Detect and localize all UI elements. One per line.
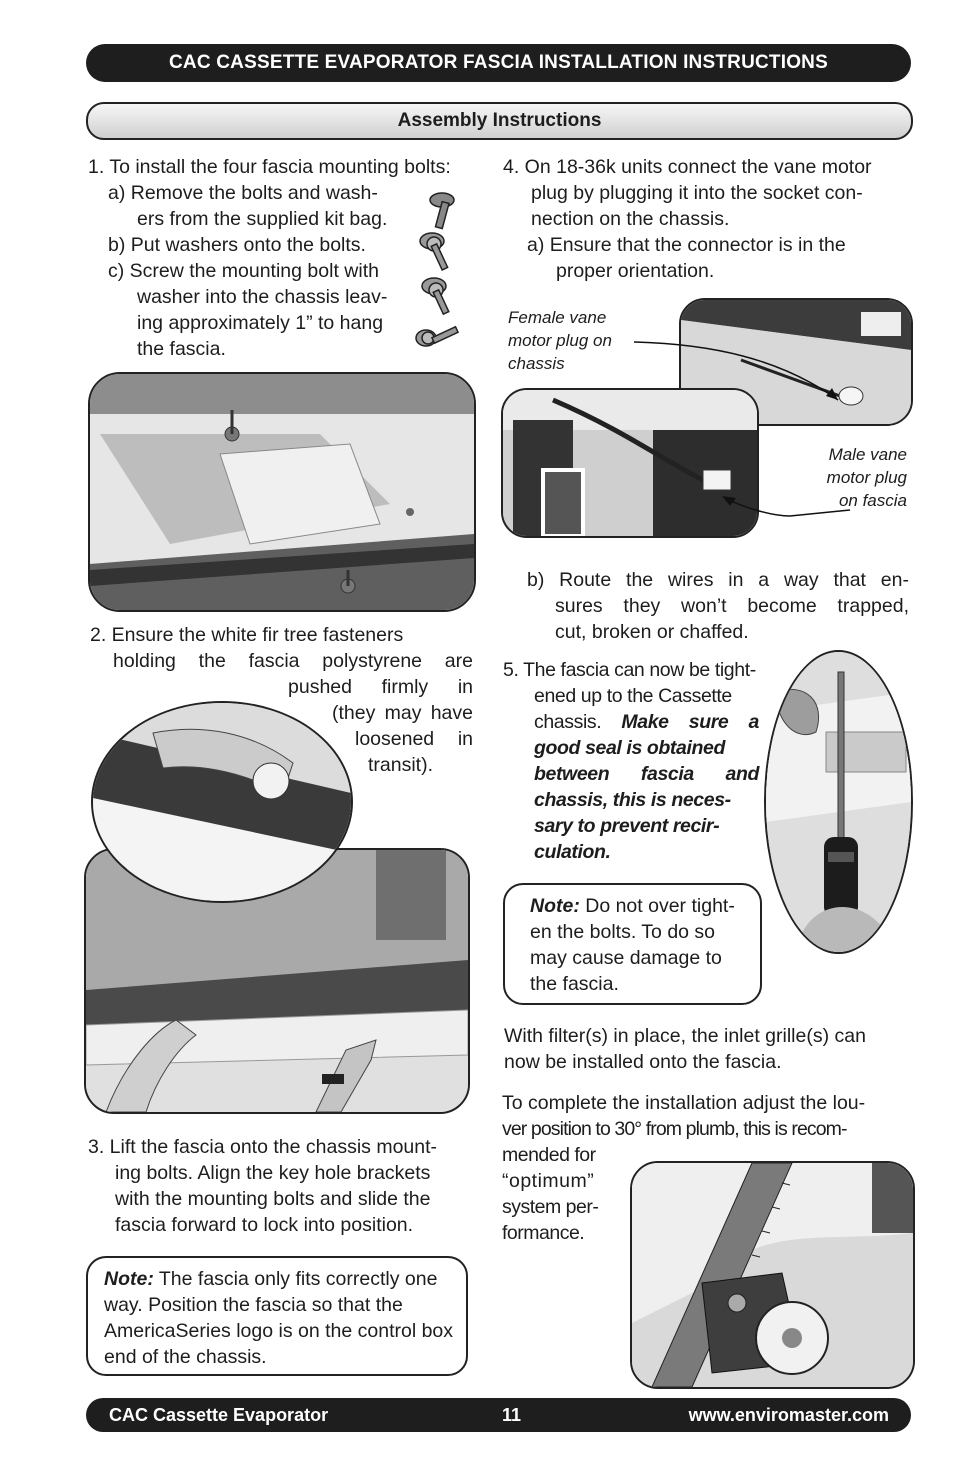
footer-product-name: CAC Cassette Evaporator (109, 1405, 329, 1425)
step4-b-line1: b) Route the wires in a way that en- (527, 569, 909, 591)
louver-line6: formance. (502, 1222, 585, 1244)
female-plug-caption (508, 306, 638, 375)
filter-line2: now be installed onto the fascia. (504, 1051, 782, 1073)
step2-line5: loosened in (355, 728, 473, 750)
bolt-washer-icons (410, 186, 470, 366)
louver-line2: ver position to 30° from plumb, this is recom- (502, 1118, 847, 1140)
step4-a-line2: proper orientation. (556, 260, 715, 282)
step4-b-line3: cut, broken or chaffed. (555, 621, 749, 643)
note1-label: Note: (104, 1268, 154, 1290)
step2-line4: (they may have (332, 702, 473, 724)
male-caption-line2: motor plug (826, 468, 907, 487)
note1-line1: The fascia only fits correctly one (153, 1268, 438, 1290)
step4-line1: 4. On 18-36k units connect the vane motor (503, 156, 872, 178)
note2-line3: may cause damage to (530, 947, 722, 969)
step3-line4: fascia forward to lock into position. (115, 1214, 414, 1236)
page-title-banner: CAC CASSETTE EVAPORATOR FASCIA INSTALLATION INSTRUCTIONS (86, 44, 911, 82)
note1-line2: way. Position the fascia so that the (104, 1294, 403, 1316)
female-caption-line2: motor plug on (508, 331, 612, 350)
step4-line2: plug by plugging it into the socket con- (531, 182, 863, 204)
fir-tree-fastener-inset (91, 701, 353, 903)
step2-line2: holding the fascia polystyrene are (113, 650, 473, 672)
note2-label: Note: (530, 895, 580, 917)
step5-line2: ened up to the Cassette (534, 685, 732, 707)
note1-line3: AmericaSeries logo is on the control box (104, 1320, 454, 1342)
step1-c-line4: the fascia. (137, 338, 226, 360)
step4-line3: nection on the chassis. (531, 208, 730, 230)
note2-line1: Do not over tight- (579, 895, 735, 917)
chassis-bolts-photo (88, 372, 476, 612)
bolt-washer-icon (422, 278, 449, 314)
louver-line5: system per- (502, 1196, 599, 1218)
bolt-washer-icon (416, 327, 458, 346)
male-plug-caption (790, 443, 907, 512)
louver-line3: mended for (502, 1144, 596, 1166)
step5-line1: 5. The fascia can now be tight- (503, 659, 756, 681)
step5-bold-line1: Make sure a (621, 711, 759, 733)
step1-intro: 1. To install the four fascia mounting bolts: (88, 156, 451, 178)
over-tighten-note (503, 883, 762, 1005)
step1-b: b) Put washers onto the bolts. (108, 234, 366, 256)
step2-line3: pushed firmly in (288, 676, 473, 698)
step3-line1: 3. Lift the fascia onto the chassis mount- (88, 1136, 438, 1158)
step5-block (503, 657, 759, 865)
step1-c-line2: washer into the chassis leav- (137, 286, 388, 308)
fascia-orientation-note (86, 1256, 468, 1376)
filter-paragraph (504, 1023, 911, 1075)
step5-bold-line5: sary to prevent recir- (534, 815, 720, 837)
male-caption-line1: Male vane (828, 445, 907, 464)
step1-a-line1: a) Remove the bolts and wash- (108, 182, 378, 204)
louver-line4: “optimum” (502, 1170, 595, 1192)
note2-line4: the fascia. (530, 973, 619, 995)
step5-line3: chassis. (534, 711, 622, 733)
step4-b-block (527, 567, 909, 645)
male-caption-line3: on fascia (838, 491, 907, 510)
footer-website: www.enviromaster.com (688, 1405, 889, 1425)
page-number: 11 (502, 1405, 522, 1425)
step5-bold-line4: chassis, this is neces- (534, 789, 731, 811)
step3-line2: ing bolts. Align the key hole brackets (115, 1162, 431, 1184)
page-footer (86, 1398, 911, 1432)
bolt-icon (430, 193, 454, 229)
step3-block (88, 1134, 472, 1238)
step5-bold-line2: good seal is obtained (534, 737, 725, 759)
step5-bold-line3: between fascia and (534, 763, 759, 785)
step2-line1: 2. Ensure the white fir tree fasteners (90, 624, 404, 646)
step5-bold-line6: culation. (534, 841, 611, 863)
step4-block (503, 154, 911, 284)
step3-line3: with the mounting bolts and slide the (115, 1188, 431, 1210)
section-heading: Assembly Instructions (86, 102, 913, 140)
step1-c-line3: ing approximately 1” to hang (137, 312, 384, 334)
note2-line2: en the bolts. To do so (530, 921, 716, 943)
step2-line6: transit). (368, 754, 434, 776)
step1-c-line1: c) Screw the mounting bolt with (108, 260, 379, 282)
screwdriver-photo (764, 650, 913, 954)
louver-line1: To complete the installation adjust the lou- (502, 1092, 866, 1114)
filter-line1: With filter(s) in place, the inlet grille(s) can (504, 1025, 866, 1047)
louver-angle-photo (630, 1161, 915, 1389)
female-caption-line3: chassis (508, 354, 565, 373)
step4-b-line2: sures they won’t become trapped, (555, 595, 909, 617)
female-caption-line1: Female vane (508, 308, 607, 327)
bolt-washer-icon (420, 233, 448, 270)
step1-a-line2: ers from the supplied kit bag. (137, 208, 388, 230)
step4-a-line1: a) Ensure that the connector is in the (527, 234, 846, 256)
note1-line4: end of the chassis. (104, 1346, 267, 1368)
